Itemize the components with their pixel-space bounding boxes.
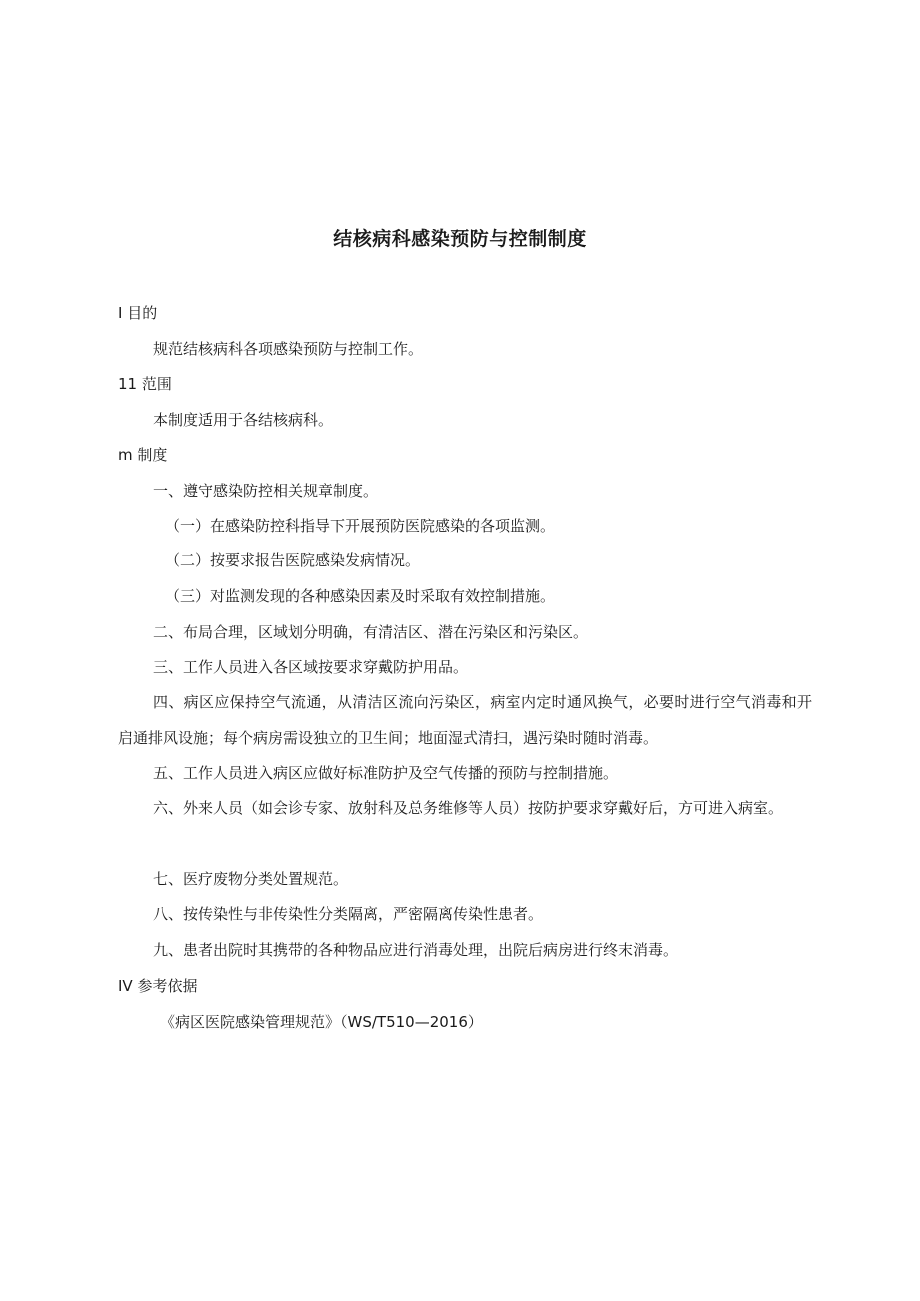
- rule-subitem-3: （三）对监测发现的各种感染因素及时采取有效控制措施。: [165, 587, 556, 605]
- rule-item-8: 八、按传染性与非传染性分类隔离，严密隔离传染性患者。: [153, 905, 544, 923]
- rule-subitem-1: （一）在感染防控科指导下开展预防医院感染的各项监测。: [165, 517, 556, 535]
- section-heading-rules: m 制度: [118, 446, 168, 464]
- purpose-text: 规范结核病科各项感染预防与控制工作。: [153, 340, 424, 358]
- reference-text: 《病区医院感染管理规范》（WS/T510—2016）: [160, 1013, 483, 1031]
- scope-text: 本制度适用于各结核病科。: [153, 411, 334, 429]
- page-title: 结核病科感染预防与控制制度: [333, 228, 587, 250]
- rule-item-4: 四、病区应保持空气流通，从清洁区流向污染区，病室内定时通风换气，必要时进行空气消毒和开启通排风设施；每个病房需设独立的卫生间；地面湿式清扫，遇污染时随时消毒。: [118, 693, 812, 747]
- section-heading-references: IV 参考依据: [118, 977, 198, 995]
- rule-item-5: 五、工作人员进入病区应做好标准防护及空气传播的预防与控制措施。: [153, 764, 619, 782]
- rule-item-6: 六、外来人员（如会诊专家、放射科及总务维修等人员）按防护要求穿戴好后，方可进入病室。: [153, 799, 784, 817]
- rule-item-7: 七、医疗废物分类处置规范。: [153, 870, 349, 888]
- rule-item-1: 一、遵守感染防控相关规章制度。: [153, 482, 379, 500]
- rule-item-2: 二、布局合理，区域划分明确，有清洁区、潜在污染区和污染区。: [153, 623, 589, 641]
- section-heading-scope: 11 范围: [118, 375, 172, 393]
- rule-item-3: 三、工作人员进入各区域按要求穿戴防护用品。: [153, 658, 469, 676]
- rule-item-9: 九、患者出院时其携带的各种物品应进行消毒处理，出院后病房进行终末消毒。: [153, 941, 679, 959]
- rule-subitem-2: （二）按要求报告医院感染发病情况。: [165, 551, 421, 569]
- section-heading-purpose: I 目的: [118, 304, 158, 322]
